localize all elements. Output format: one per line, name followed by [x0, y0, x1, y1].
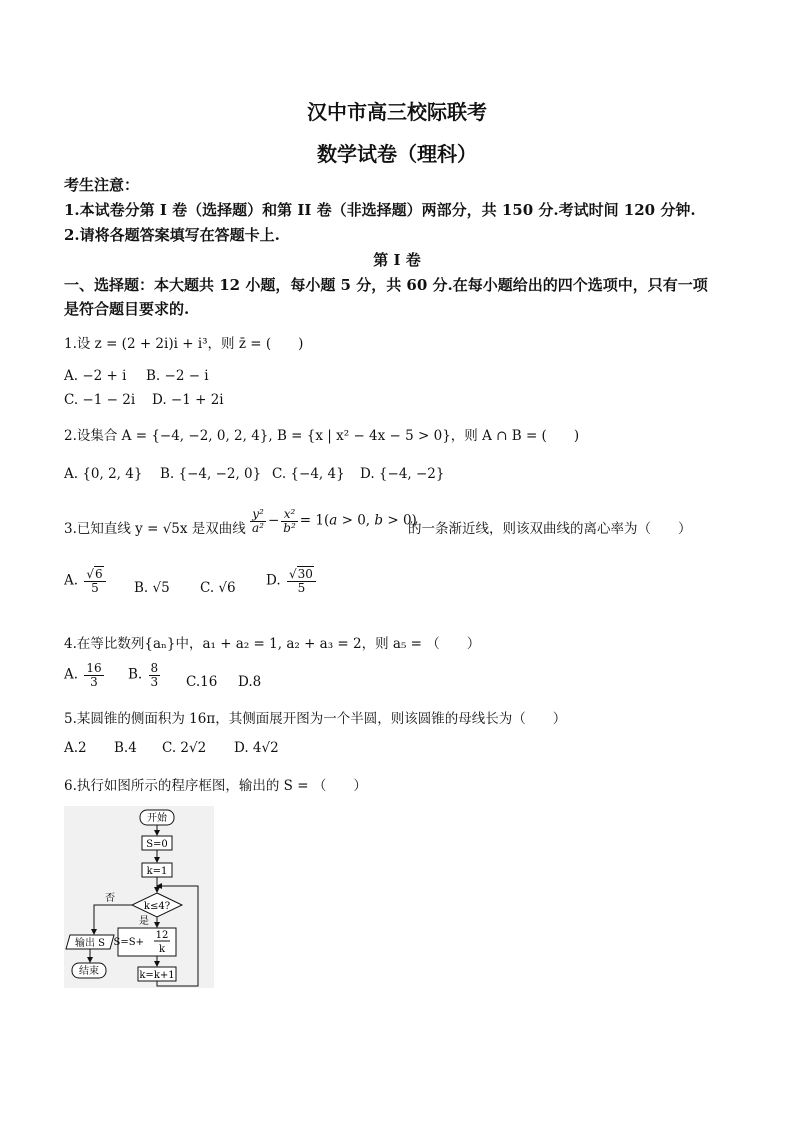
question-3-hyperbola-formula: $\frac{\text{y²}}{\text{a²}}$ − $\frac{\text{x²}}{\text{b²}}$ = 1(a > 0, b > 0): [252, 507, 417, 535]
question-3-option-c: C. √6: [200, 580, 236, 596]
flowchart-fraction-numerator: 12: [155, 930, 169, 941]
question-1-option-c: C. −1 − 2i: [64, 392, 136, 408]
question-5-option-d: D. 4√2: [234, 740, 279, 756]
flowchart-start-label: 开始: [147, 813, 167, 824]
flowchart-increment-label: k=k+1: [139, 970, 175, 981]
section-instruction-line-2: 是符合题目要求的.: [64, 300, 190, 318]
question-2-option-d: D. {−4, −2}: [360, 466, 445, 482]
flowchart-yes-label: 是: [139, 916, 149, 927]
program-flowchart: [64, 806, 214, 988]
question-3-stem-part-2: 的一条渐近线，则该双曲线的离心率为（ ）: [408, 521, 692, 537]
notice-heading: 考生注意：: [64, 176, 140, 194]
question-4-option-a: A. $\frac{16}{3}$: [64, 661, 102, 689]
question-5-option-c: C. 2√2: [162, 740, 207, 756]
question-4-option-d: D.8: [238, 674, 262, 690]
question-1-option-b: B. −2 − i: [146, 368, 209, 384]
page-subtitle: 数学试卷（理科）: [317, 142, 477, 166]
section-instruction-line-1: 一、选择题：本大题共 12 小题，每小题 5 分，共 60 分.在每小题给出的四个选项中，只有一项: [64, 276, 708, 294]
question-4-stem: 4.在等比数列{aₙ}中，a₁ + a₂ = 1, a₂ + a₃ = 2，则 a₅ = （ ）: [64, 636, 481, 652]
question-2-option-a: A. {0, 2, 4}: [64, 466, 143, 482]
question-3-stem-part-1: 3.已知直线 y = √5x 是双曲线: [64, 521, 246, 537]
question-5-option-b: B.4: [114, 740, 137, 756]
section-title: 第 I 卷: [373, 251, 421, 269]
flowchart-init-s-label: S=0: [146, 839, 168, 850]
page-title: 汉中市高三校际联考: [307, 100, 487, 124]
flowchart-end-label: 结束: [79, 966, 99, 977]
question-5-stem: 5.某圆锥的侧面积为 16π，其侧面展开图为一个半圆，则该圆锥的母线长为（ ）: [64, 711, 567, 727]
question-2-option-c: C. {−4, 4}: [272, 466, 345, 482]
question-5-option-a: A.2: [64, 740, 87, 756]
question-1-option-d: D. −1 + 2i: [152, 392, 224, 408]
flowchart-init-k-label: k=1: [146, 866, 168, 877]
question-3-option-d: D. $\frac{√30}{5}$: [266, 568, 318, 594]
flowchart-output-label: 输出 S: [74, 938, 106, 949]
flowchart-no-label: 否: [105, 893, 115, 904]
flowchart-fraction-denominator: k: [158, 944, 166, 955]
question-2-stem: 2.设集合 A = {−4, −2, 0, 2, 4}, B = {x | x² − 4x − 5 > 0}，则 A ∩ B = ( ): [64, 428, 580, 444]
question-3-option-a: A. $\frac{√6}{5}$: [64, 568, 108, 594]
question-2-option-b: B. {−4, −2, 0}: [160, 466, 262, 482]
question-6-stem: 6.执行如图所示的程序框图，输出的 S = （ ）: [64, 778, 367, 794]
question-4-option-b: B. $\frac{8}{3}$: [128, 661, 159, 689]
question-1-option-a: A. −2 + i: [64, 368, 127, 384]
question-3-option-b: B. √5: [134, 580, 170, 596]
notice-item-1: 1.本试卷分第 I 卷（选择题）和第 II 卷（非选择题）两部分，共 150 分.考试时间 120 分钟.: [64, 201, 696, 219]
question-4-option-c: C.16: [186, 674, 218, 690]
notice-item-2: 2.请将各题答案填写在答题卡上.: [64, 226, 280, 244]
flowchart-condition-label: k≤4?: [143, 901, 171, 912]
flowchart-update-s-label: S=S+: [113, 937, 144, 948]
question-1-stem: 1.设 z = (2 + 2i)i + i³，则 z̄ = ( ): [64, 336, 304, 352]
